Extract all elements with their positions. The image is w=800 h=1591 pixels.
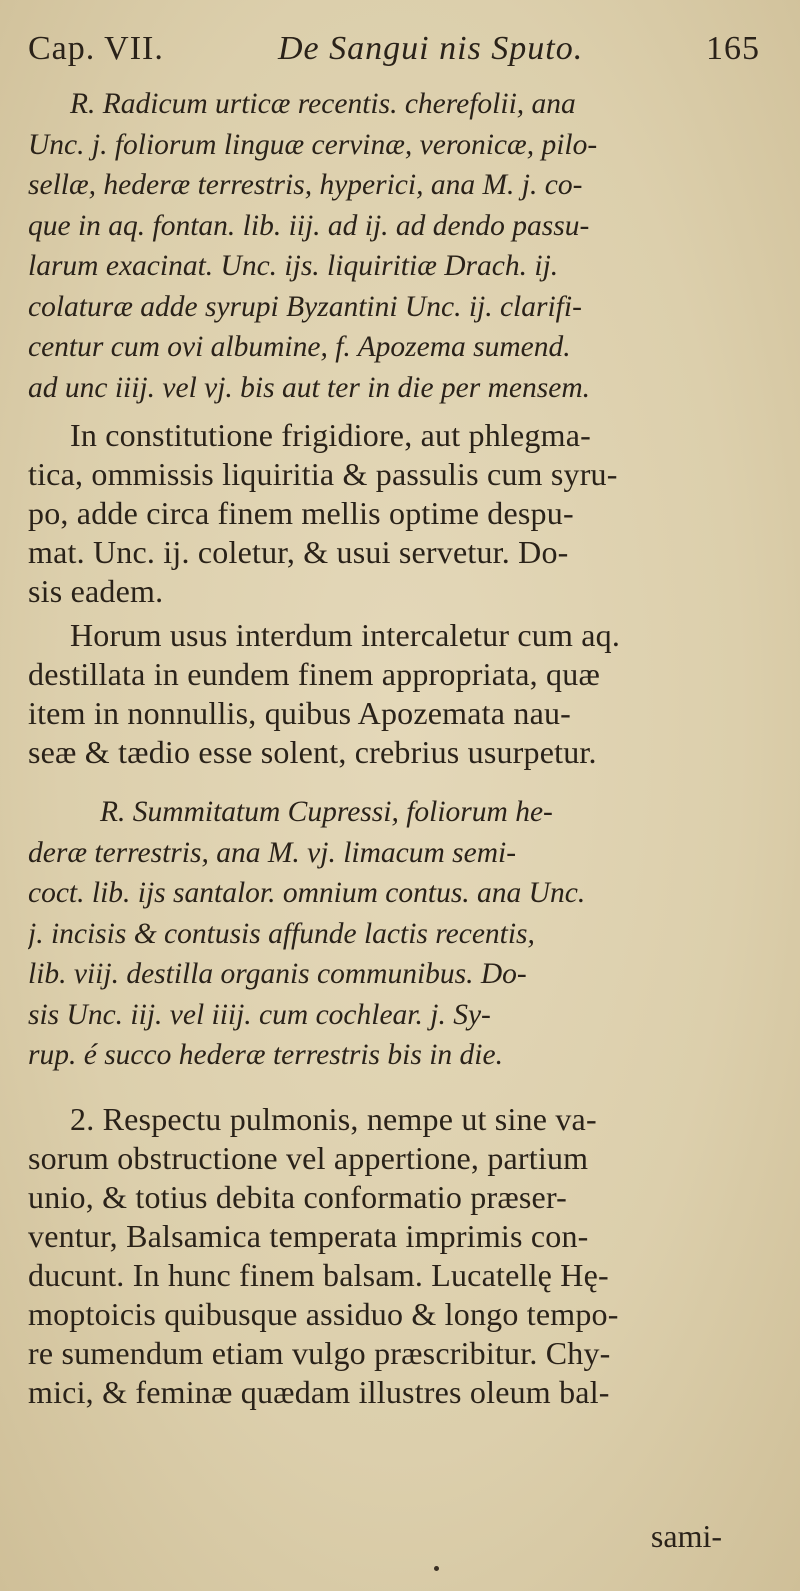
text-line: Unc. j. foliorum linguæ cervinæ, veronicæ, pilo- bbox=[28, 128, 598, 161]
text-line: R. Summitatum Cupressi, foliorum he- bbox=[100, 796, 553, 828]
text-line: re sumendum etiam vulgo præscribitur. Chy- bbox=[28, 1335, 611, 1371]
text-paragraph-2 bbox=[28, 416, 736, 611]
running-title: De Sangui nis Sputo. bbox=[278, 30, 584, 67]
page-number: 165 bbox=[706, 30, 760, 67]
text-line: sellæ, hederæ terrestris, hyperici, ana M. j. co- bbox=[28, 169, 583, 201]
text-paragraph-5 bbox=[28, 1100, 736, 1412]
text-paragraph-3 bbox=[28, 616, 736, 772]
text-line: deræ terrestris, ana M. vj. limacum semi- bbox=[28, 836, 517, 869]
chapter-label: Cap. VII. bbox=[28, 30, 164, 67]
text-line: destillata in eundem finem appropriata, quæ bbox=[28, 656, 600, 692]
catchword: sami- bbox=[650, 1518, 722, 1554]
running-header bbox=[28, 30, 772, 80]
text-line: coct. lib. ijs santalor. omnium contus. ana Unc. bbox=[28, 877, 586, 909]
text-line: ducunt. In hunc finem balsam. Lucatellę Hę- bbox=[28, 1257, 609, 1293]
text-line: seæ & tædio esse solent, crebrius usurpetur. bbox=[28, 734, 597, 770]
text-line: unio, & totius debita conformatio præser- bbox=[28, 1179, 568, 1215]
text-line: colaturæ adde syrupi Byzantini Unc. ij. clarifi- bbox=[28, 290, 582, 323]
recipe-paragraph-4 bbox=[28, 792, 736, 1076]
text-line: mat. Unc. ij. coletur, & usui servetur. Do- bbox=[28, 534, 569, 570]
text-line: tica, ommissis liquiritia & passulis cum syru- bbox=[28, 456, 618, 492]
text-line: lib. viij. destilla organis communibus. Do- bbox=[28, 958, 527, 990]
text-line: sorum obstructione vel appertione, partium bbox=[28, 1140, 589, 1176]
recipe-paragraph-1 bbox=[28, 84, 736, 408]
text-line: mici, & feminæ quædam illustres oleum bal- bbox=[28, 1374, 610, 1410]
text-line: centur cum ovi albumine, f. Apozema sumend. bbox=[28, 331, 571, 363]
text-line: R. Radicum urticæ recentis. cherefolii, ana bbox=[70, 88, 576, 120]
text-line: sis eadem. bbox=[28, 573, 164, 609]
text-line: moptoicis quibusque assiduo & longo tempo- bbox=[28, 1296, 619, 1332]
text-line: po, adde circa finem mellis optime despu- bbox=[28, 495, 574, 531]
text-line: que in aq. fontan. lib. iij. ad ij. ad dendo passu- bbox=[28, 209, 590, 242]
text-line: ventur, Balsamica temperata imprimis con- bbox=[28, 1218, 589, 1254]
text-line: ad unc iiij. vel vj. bis aut ter in die per mensem. bbox=[28, 371, 591, 404]
ink-speck bbox=[434, 1566, 439, 1571]
text-line: rup. é succo hederæ terrestris bis in die. bbox=[28, 1039, 503, 1071]
text-line: j. incisis & contusis affunde lactis recentis, bbox=[28, 917, 535, 950]
text-line: item in nonnullis, quibus Apozemata nau- bbox=[28, 695, 572, 731]
text-line: larum exacinat. Unc. ijs. liquiritiæ Drach. ij. bbox=[28, 250, 559, 282]
text-line: sis Unc. iij. vel iiij. cum cochlear. j. Sy- bbox=[28, 998, 491, 1031]
text-line: In constitutione frigidiore, aut phlegma- bbox=[70, 417, 591, 453]
text-line: Horum usus interdum intercaletur cum aq. bbox=[70, 617, 621, 653]
text-line: 2. Respectu pulmonis, nempe ut sine va- bbox=[70, 1101, 597, 1137]
